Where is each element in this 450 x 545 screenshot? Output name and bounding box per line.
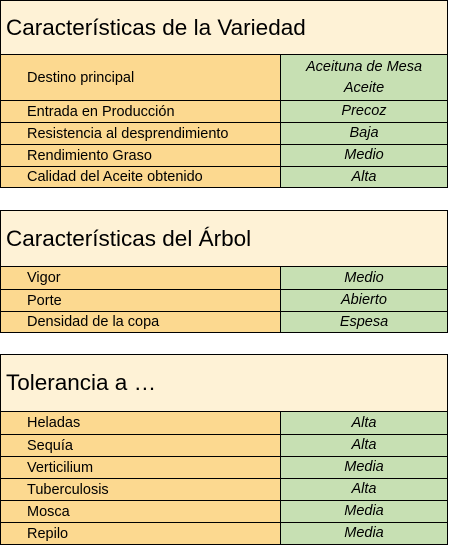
row-label: Densidad de la copa [1, 312, 281, 332]
table-row [1, 144, 447, 166]
value-line: Alta [351, 168, 377, 185]
row-label: Mosca [1, 501, 281, 522]
row-label: Destino principal [1, 55, 281, 100]
value-line: Aceite [343, 79, 385, 96]
row-value [281, 167, 447, 187]
row-label: Porte [1, 290, 281, 311]
value-line: Alta [351, 414, 377, 431]
row-value [281, 479, 447, 500]
table-row [1, 311, 447, 332]
value-line: Aceituna de Mesa [305, 58, 423, 75]
rows [1, 55, 447, 187]
row-label: Vigor [1, 267, 281, 289]
row-label: Repilo [1, 523, 281, 544]
section-arbol [0, 210, 448, 333]
section-title: Características del Árbol [1, 211, 447, 267]
row-label: Rendimiento Graso [1, 145, 281, 166]
section-tolerancia [0, 354, 448, 545]
value-line: Precoz [341, 103, 387, 119]
section-variedad [0, 0, 448, 188]
row-value [281, 412, 447, 434]
row-value [281, 523, 447, 544]
table-row [1, 55, 447, 100]
table-row [1, 434, 447, 456]
row-value [281, 55, 447, 100]
row-value [281, 457, 447, 478]
value-line: Medio [344, 269, 384, 286]
table-row [1, 478, 447, 500]
row-label: Heladas [1, 412, 281, 434]
row-value [281, 312, 447, 332]
value-line: Baja [349, 125, 379, 141]
table-row [1, 100, 447, 122]
value-line: Media [344, 525, 384, 541]
section-title: Tolerancia a … [1, 355, 447, 412]
row-value [281, 435, 447, 456]
row-label: Calidad del Aceite obtenido [1, 167, 281, 187]
table-row [1, 267, 447, 289]
row-value [281, 501, 447, 522]
row-value [281, 267, 447, 289]
row-value [281, 290, 447, 311]
rows [1, 267, 447, 332]
value-line: Media [344, 459, 384, 475]
row-value [281, 145, 447, 166]
value-line: Espesa [339, 313, 389, 330]
section-title: Características de la Variedad [1, 1, 447, 55]
table-row [1, 289, 447, 311]
value-line: Medio [344, 147, 384, 163]
table-row [1, 122, 447, 144]
value-line: Media [344, 503, 384, 519]
row-value [281, 123, 447, 144]
row-label: Sequía [1, 435, 281, 456]
value-line: Alta [351, 481, 377, 497]
row-label: Verticilium [1, 457, 281, 478]
row-value [281, 101, 447, 122]
table-row [1, 166, 447, 187]
table-row [1, 456, 447, 478]
row-label: Resistencia al desprendimiento [1, 123, 281, 144]
table-row [1, 522, 447, 544]
value-line: Alta [351, 437, 377, 453]
value-line: Abierto [341, 292, 387, 308]
row-label: Tuberculosis [1, 479, 281, 500]
table-row [1, 500, 447, 522]
table-row [1, 412, 447, 434]
rows [1, 412, 447, 544]
row-label: Entrada en Producción [1, 101, 281, 122]
